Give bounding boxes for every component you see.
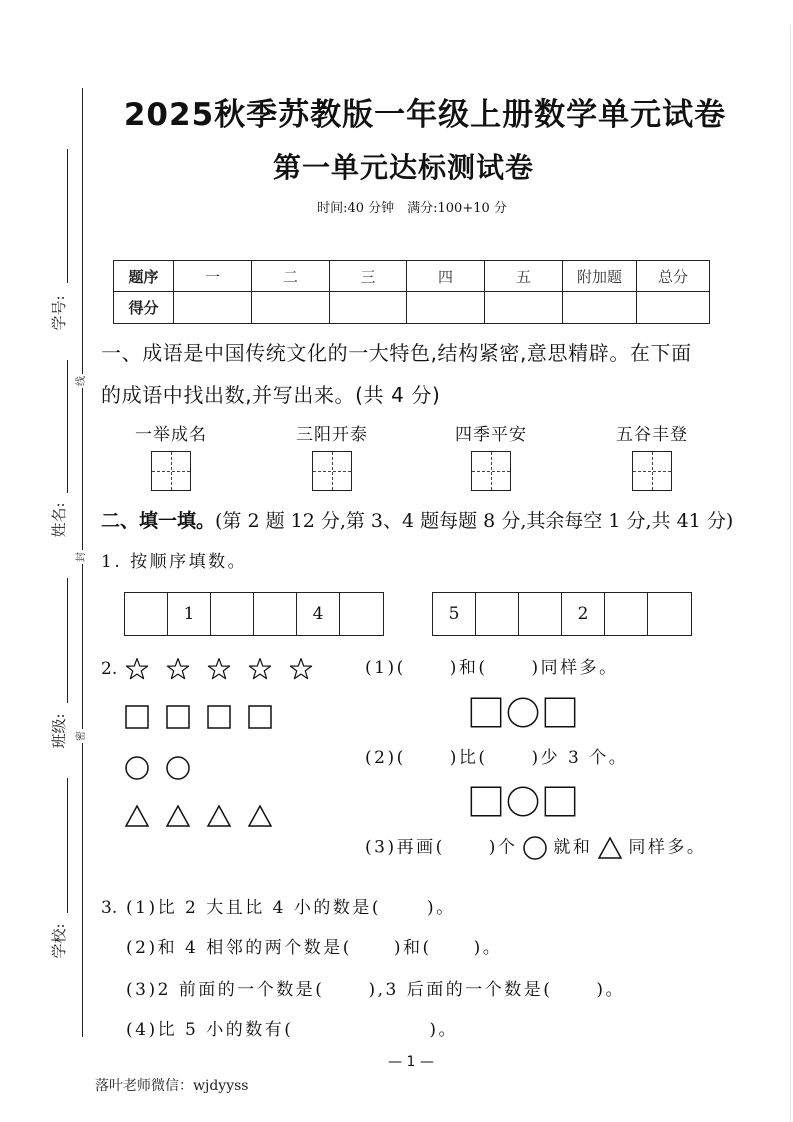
score-cell-total[interactable]	[637, 292, 710, 324]
col-header-bonus: 附加题	[563, 261, 637, 292]
col-header-4: 四	[407, 261, 485, 292]
circle-icon	[507, 786, 539, 817]
star-icon	[289, 657, 313, 681]
q2-number: 2.	[101, 659, 118, 679]
q3-line4-text-a: (4)比 5 小的数有(	[126, 1020, 294, 1040]
square-row	[125, 705, 289, 729]
sequence-cell[interactable]: 1	[168, 593, 211, 635]
answer-grid-box[interactable]	[312, 451, 352, 491]
student-id-label: 学号:	[50, 295, 68, 331]
exam-subtitle: 第一单元达标测试卷	[272, 151, 534, 184]
triangle-icon	[598, 836, 622, 860]
q2-sub3	[365, 836, 706, 860]
circle-icon	[523, 836, 547, 860]
score-table-header-row	[114, 261, 710, 292]
q3-line1	[126, 897, 456, 919]
idiom-item	[272, 424, 392, 491]
q2-sub1-shape-group	[470, 697, 581, 728]
square-icon	[544, 786, 576, 817]
page-number: — 1 —	[388, 1054, 434, 1070]
star-icon	[125, 657, 149, 681]
idiom-text: 四季平安	[455, 425, 527, 445]
section1-instruction-line2: 的成语中找出数,并写出来。(共 4 分)	[101, 383, 441, 407]
col-header-1: 一	[174, 261, 252, 292]
q2-sub2-text-a: (2)(	[365, 748, 406, 768]
section1-instruction-line1: 一、成语是中国传统文化的一大特色,结构紧密,意思精辟。在下面	[101, 341, 692, 365]
q3-line2	[126, 937, 502, 959]
sequence-cell[interactable]: 4	[297, 593, 340, 635]
circle-icon	[507, 697, 539, 728]
idiom-item	[431, 424, 551, 491]
score-cell-2[interactable]	[252, 292, 330, 324]
idiom-text: 三阳开泰	[296, 425, 368, 445]
q2-sub3-text-d: 同样多。	[628, 837, 707, 858]
q2-sub1-text-b: )和(	[449, 658, 488, 678]
square-icon	[207, 705, 231, 729]
col-header-3: 三	[330, 261, 407, 292]
triangle-icon	[248, 804, 272, 828]
q3-number: 3.	[101, 898, 118, 918]
inline-triangle	[592, 838, 628, 858]
score-cell-3[interactable]	[330, 292, 407, 324]
score-cell-1[interactable]	[174, 292, 252, 324]
seal-mark-line: 线	[76, 376, 87, 386]
circle-row	[125, 756, 207, 780]
sequence-cell[interactable]: 2	[562, 593, 605, 635]
score-table-score-row	[114, 292, 710, 324]
sequence-cell[interactable]	[648, 593, 691, 635]
star-icon	[207, 657, 231, 681]
exam-time-score-info: 时间:40 分钟 满分:100+10 分	[317, 201, 507, 216]
square-icon	[470, 697, 502, 728]
q3-line1-text-a: (1)比 2 大且比 4 小的数是(	[126, 898, 381, 918]
watermark-text: 落叶老师微信：wjdyyss	[95, 1078, 249, 1094]
answer-grid-box[interactable]	[151, 451, 191, 491]
square-icon	[544, 697, 576, 728]
star-row	[125, 657, 330, 681]
q2-sub1-text-a: (1)(	[365, 658, 406, 678]
circle-icon	[125, 756, 149, 780]
q2-sub2	[365, 747, 628, 769]
q3-line2-text-c: )。	[473, 938, 503, 958]
triangle-icon	[207, 804, 231, 828]
class-line[interactable]	[67, 578, 68, 703]
seal-mark-secret: 密	[76, 731, 87, 741]
sequence-right	[432, 592, 692, 636]
sequence-cell[interactable]	[125, 593, 168, 635]
q2-sub2-text-b: )比(	[449, 748, 488, 768]
q2-sub1-text-c: )同样多。	[531, 658, 619, 678]
circle-icon	[166, 756, 190, 780]
sequence-cell[interactable]	[605, 593, 648, 635]
seal-mark-seal: 封	[76, 552, 87, 562]
square-icon	[166, 705, 190, 729]
score-cell-5[interactable]	[485, 292, 563, 324]
exam-title: 2025秋季苏教版一年级上册数学单元试卷	[123, 97, 727, 133]
student-id-line[interactable]	[67, 149, 68, 283]
q3-line2-text-b: )和(	[393, 938, 432, 958]
answer-grid-box[interactable]	[471, 451, 511, 491]
q3-line3-text-a: (3)2 前面的一个数是(	[126, 980, 325, 1000]
class-label: 班级:	[50, 713, 68, 749]
star-icon	[166, 657, 190, 681]
sequence-cell[interactable]	[340, 593, 383, 635]
triangle-icon	[166, 804, 190, 828]
q2-sub3-text-b: )个	[488, 837, 518, 858]
q2-sub3-text-c: 就和	[553, 837, 593, 858]
row-header-question: 题序	[114, 261, 174, 292]
square-icon	[248, 705, 272, 729]
q3-line3-text-c: )。	[596, 980, 625, 1000]
section2-title: 二、填一填。	[101, 510, 216, 532]
name-line[interactable]	[67, 360, 68, 493]
idiom-text: 一举成名	[135, 425, 207, 445]
star-icon	[248, 657, 272, 681]
col-header-total: 总分	[637, 261, 710, 292]
sequence-cell[interactable]	[254, 593, 297, 635]
sequence-cell[interactable]	[476, 593, 519, 635]
section2-scoring-note: (第 2 题 12 分,第 3、4 题每题 8 分,其余每空 1 分,共 41 分)	[215, 510, 734, 532]
sequence-left	[124, 592, 384, 636]
section2-heading	[101, 508, 733, 534]
sequence-cell[interactable]	[211, 593, 254, 635]
square-icon	[125, 705, 149, 729]
score-cell-4[interactable]	[407, 292, 485, 324]
square-icon	[470, 786, 502, 817]
inline-circle	[517, 838, 553, 858]
col-header-5: 五	[485, 261, 563, 292]
triangle-row	[125, 804, 289, 828]
score-table	[113, 260, 710, 324]
idiom-item	[111, 424, 231, 491]
q3-line2-text-a: (2)和 4 相邻的两个数是(	[126, 938, 352, 958]
idiom-text: 五谷丰登	[616, 425, 688, 445]
q3-line4-text-b: )。	[429, 1020, 458, 1040]
sequence-cell[interactable]	[519, 593, 562, 635]
q2-sub2-shape-group	[470, 786, 581, 817]
q3-line4	[126, 1019, 458, 1041]
q2-sub3-text-a: (3)再画(	[365, 837, 445, 858]
q2-sub2-text-c: )少 3 个。	[531, 748, 629, 768]
idiom-item	[592, 424, 712, 491]
row-header-score: 得分	[114, 292, 174, 324]
triangle-icon	[125, 804, 149, 828]
q2-sub1	[365, 657, 619, 679]
school-line[interactable]	[67, 778, 68, 913]
name-label: 姓名:	[50, 502, 68, 538]
q1-label: 1. 按顺序填数。	[101, 552, 248, 572]
score-cell-bonus[interactable]	[563, 292, 637, 324]
col-header-2: 二	[252, 261, 330, 292]
sequence-cell[interactable]: 5	[433, 593, 476, 635]
answer-grid-box[interactable]	[632, 451, 672, 491]
q3-line3-text-b: ),3 后面的一个数是(	[368, 980, 553, 1000]
q3-line1-text-b: )。	[426, 898, 456, 918]
q3-line3	[126, 979, 625, 1001]
school-label: 学校:	[50, 923, 68, 959]
page-edge-line	[790, 25, 791, 1122]
